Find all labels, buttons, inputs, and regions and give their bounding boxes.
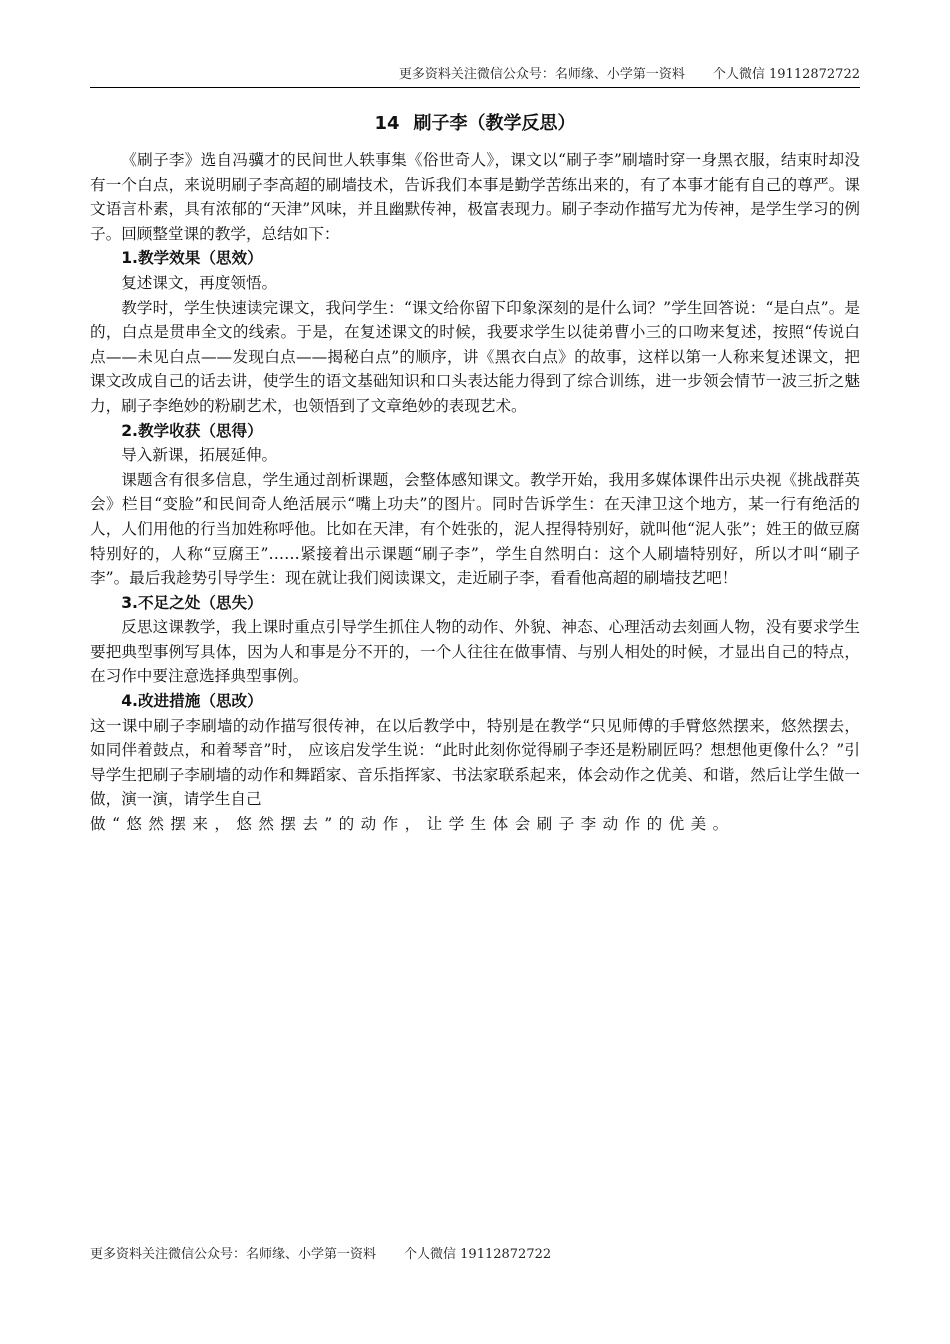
header-wechat-note: 更多资料关注微信公众号：名师缘、小学第一资料 — [398, 67, 685, 82]
document-body — [90, 148, 860, 837]
section-heading-shortcoming: 3.不足之处（思失） — [121, 593, 263, 612]
footer-wechat-note: 更多资料关注微信公众号：名师缘、小学第一资料 — [90, 1247, 377, 1262]
footer-personal-wechat: 个人微信 19112872722 — [404, 1247, 552, 1262]
page-header — [90, 66, 860, 84]
header-divider — [90, 87, 860, 88]
page-footer — [90, 1246, 860, 1264]
section-lead: 复述课文，再度领悟。 — [121, 273, 278, 292]
section-heading-improvement: 4.改进措施（思改） — [121, 692, 263, 711]
section-lead: 导入新课，拓展延伸。 — [121, 446, 278, 465]
section-paragraph: 反思这课教学，我上课时重点引导学生抓住人物的动作、外貌、神态、心理活动去刻画人物，没有要求学生要把典型事例写具体，因为人和事是分不开的，一个人往往在做事情、与别人相处的时候，才显出自己的特点，在习作中要注意选择典型事例。 — [90, 618, 860, 686]
section-paragraph: 课题含有很多信息，学生通过剖析课题，会整体感知课文。教学开始，我用多媒体课件出示央视《挑战群英会》栏目“变脸”和民间奇人绝活展示“嘴上功夫”的图片。同时告诉学生：在天津卫这个地方，某一行有绝活的人，人们用他的行当加姓称呼他。比如在天津，有个姓张的，泥人捏得特别好，就叫他“泥人张”；姓王的做豆腐特别好的，人称“豆腐王”……紧接着出示课题“刷子李”，学生自然明白：这个人刷墙特别好，所以才叫“刷子李”。最后我趁势引导学生：现在就让我们阅读课文，走近刷子李，看看他高超的刷墙技艺吧！ — [90, 470, 860, 588]
section-paragraph-tail: 做“悠然摆来，悠然摆去”的动作，让学生体会刷子李动作的优美。 — [90, 815, 735, 834]
lesson-title: 刷子李（教学反思） — [413, 113, 576, 134]
section-paragraph: 教学时，学生快速读完课文，我问学生：“课文给你留下印象深刻的是什么词？”学生回答说：“是白点”。是的，白点是贯串全文的线索。于是，在复述课文的时候，我要求学生以徒弟曹小三的口吻来复述，按照“传说白点——未见白点——发现白点——揭秘白点”的顺序，讲《黑衣白点》的故事，这样以第一人称来复述课文，把课文改成自己的话去讲，使学生的语文基础知识和口头表达能力得到了综合训练，进一步领会情节一波三折之魅力，刷子李绝妙的粉刷艺术，也领悟到了文章绝妙的表现艺术。 — [90, 298, 860, 415]
section-heading-effect: 1.教学效果（思效） — [121, 249, 263, 268]
lesson-number: 14 — [374, 113, 400, 134]
intro-paragraph: 《刷子李》选自冯骥才的民间世人轶事集《俗世奇人》，课文以“刷子李”刷墙时穿一身黑衣服，结束时却没有一个白点，来说明刷子李高超的刷墙技术，告诉我们本事是勤学苦练出来的，有了本事才能有自己的尊严。课文语言朴素，具有浓郁的“天津”风味，并且幽默传神，极富表现力。刷子李动作描写尤为传神，是学生学习的例子。回顾整堂课的教学，总结如下： — [90, 151, 860, 243]
section-heading-gain: 2.教学收获（思得） — [121, 421, 263, 440]
section-paragraph: 这一课中刷子李刷墙的动作描写很传神，在以后教学中，特别是在教学“只见师傅的手臂悠然摆来，悠然摆去，如同伴着鼓点，和着琴音”时， 应该启发学生说：“此时此刻你觉得刷子李还是粉刷匠吗？想想他更像什么？”引导学生把刷子李刷墙的动作和舞蹈家、音乐指挥家、书法家联系起来，体会动作之优美、和谐，然后让学生做一做，演一演，请学生自己 — [90, 716, 860, 809]
page-title — [90, 112, 860, 136]
header-personal-wechat: 个人微信 19112872722 — [712, 67, 860, 82]
